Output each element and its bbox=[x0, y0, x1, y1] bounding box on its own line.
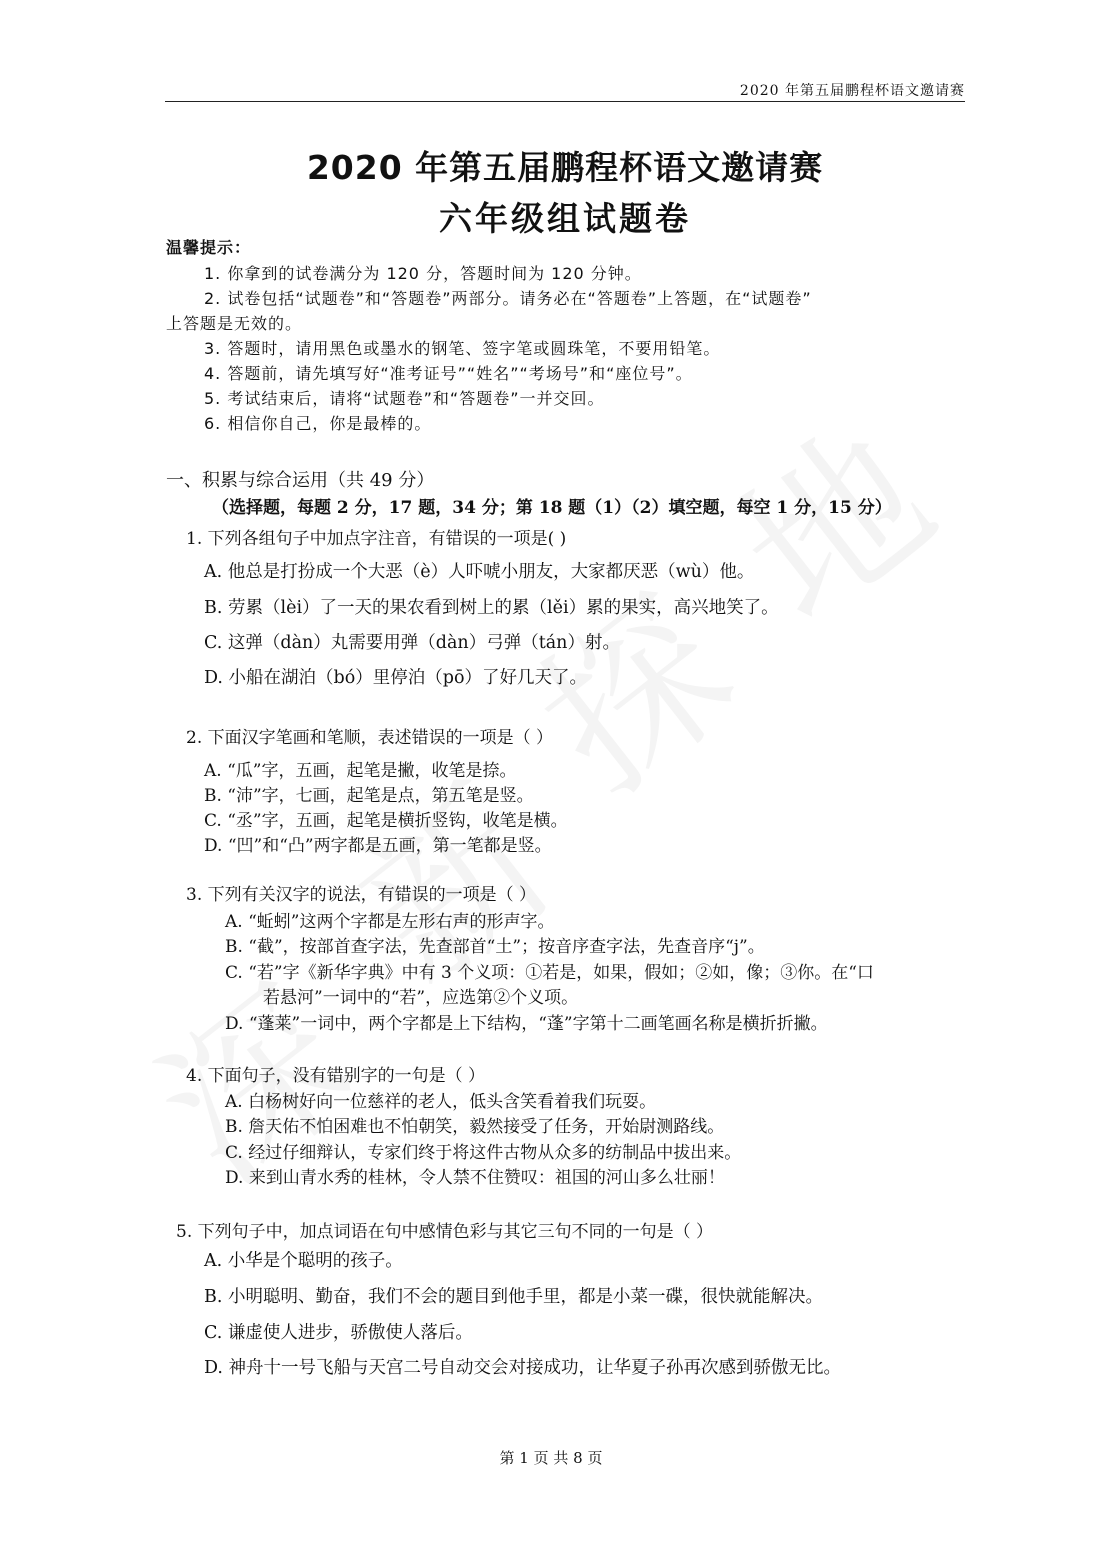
exam-title: 2020 年第五届鹏程杯语文邀请赛 bbox=[306, 148, 824, 187]
option-d: D. 小船在湖泊（bó）里停泊（pō）了好几天了。 bbox=[204, 668, 588, 688]
option-b: B. 詹天佑不怕困难也不怕朝笑，毅然接受了任务，开始尉测路线。 bbox=[225, 1117, 725, 1137]
option-c: C. 经过仔细辩认，专家们终于将这件古物从众多的纺制品中拔出来。 bbox=[225, 1143, 742, 1163]
option-c: C. “若”字《新华字典》中有 3 个义项：①若是，如果，假如；②如，像；③你。在“口 bbox=[225, 963, 874, 983]
option-d: D. 神舟十一号飞船与天宫二号自动交会对接成功，让华夏子孙再次感到骄傲无比。 bbox=[204, 1358, 842, 1378]
exam-subtitle: 六年级组试题卷 bbox=[439, 199, 691, 238]
section-note: （选择题，每题 2 分，17 题，34 分；第 18 题（1）（2）填空题，每空 1 分，15 分） bbox=[212, 498, 892, 518]
option-b: B. 劳累（lèi）了一天的果农看到树上的累（lěi）累的果实，高兴地笑了。 bbox=[204, 598, 779, 618]
tip-item: 上答题是无效的。 bbox=[166, 314, 303, 333]
tip-item: 4. 答题前，请先填写好“准考证号”“姓名”“考场号”和“座位号”。 bbox=[204, 364, 693, 383]
option-d: D. “凹”和“凸”两字都是五画，第一笔都是竖。 bbox=[204, 836, 552, 856]
option-b: B. 小明聪明、勤奋，我们不会的题目到他手里，都是小菜一碟，很快就能解决。 bbox=[204, 1287, 823, 1307]
tip-item: 5. 考试结束后，请将“试题卷”和“答题卷”一并交回。 bbox=[204, 389, 605, 408]
page-number: 第 1 页 共 8 页 bbox=[499, 1449, 603, 1467]
option-b: B. “截”，按部首查字法，先查部首“土”；按音序查字法，先查音序“j”。 bbox=[225, 937, 765, 957]
option-c: C. “丞”字，五画，起笔是横折竖钩，收笔是横。 bbox=[204, 811, 568, 831]
tips-label: 温馨提示： bbox=[166, 238, 252, 257]
question-stem: 1. 下列各组句子中加点字注音，有错误的一项是( ) bbox=[186, 529, 567, 549]
option-a: A. “瓜”字，五画，起笔是撇，收笔是捺。 bbox=[204, 761, 517, 781]
option-a: A. 白杨树好向一位慈祥的老人，低头含笑看着我们玩耍。 bbox=[225, 1092, 657, 1112]
option-c: C. 谦虚使人进步，骄傲使人落后。 bbox=[204, 1323, 473, 1343]
section-heading: 一、积累与综合运用（共 49 分） bbox=[166, 470, 435, 491]
tip-item: 2. 试卷包括“试题卷”和“答题卷”两部分。请务必在“答题卷”上答题，在“试题卷” bbox=[204, 289, 812, 308]
question-stem: 3. 下列有关汉字的说法，有错误的一项是（ ） bbox=[186, 885, 537, 905]
option-c-continued: 若悬河”一词中的“若”，应选第②个义项。 bbox=[263, 988, 579, 1008]
question-stem: 2. 下面汉字笔画和笔顺，表述错误的一项是（ ） bbox=[186, 728, 554, 748]
option-d: D. “蓬莱”一词中，两个字都是上下结构，“蓬”字第十二画笔画名称是横折折撇。 bbox=[225, 1014, 828, 1034]
tip-item: 3. 答题时，请用黑色或墨水的钢笔、签字笔或圆珠笔，不要用铅笔。 bbox=[204, 339, 721, 358]
header-rule bbox=[165, 101, 965, 102]
option-b: B. “沛”字，七画，起笔是点，第五笔是竖。 bbox=[204, 786, 534, 806]
question-stem: 5. 下列句子中，加点词语在句中感情色彩与其它三句不同的一句是（ ） bbox=[176, 1222, 714, 1242]
tip-item: 6. 相信你自己，你是最棒的。 bbox=[204, 414, 432, 433]
option-c: C. 这弹（dàn）丸需要用弹（dàn）弓弹（tán）射。 bbox=[204, 633, 620, 653]
option-a: A. “蚯蚓”这两个字都是左形右声的形声字。 bbox=[225, 912, 555, 932]
tip-item: 1. 你拿到的试卷满分为 120 分，答题时间为 120 分钟。 bbox=[204, 264, 642, 283]
option-d: D. 来到山青水秀的桂林，令人禁不住赞叹：祖国的河山多么壮丽！ bbox=[225, 1168, 725, 1188]
running-header: 2020 年第五届鹏程杯语文邀请赛 bbox=[739, 83, 965, 99]
option-a: A. 小华是个聪明的孩子。 bbox=[204, 1251, 403, 1271]
option-a: A. 他总是打扮成一个大恶（è）人吓唬小朋友，大家都厌恶（wù）他。 bbox=[204, 562, 755, 582]
question-stem: 4. 下面句子，没有错别字的一句是（ ） bbox=[186, 1066, 486, 1086]
